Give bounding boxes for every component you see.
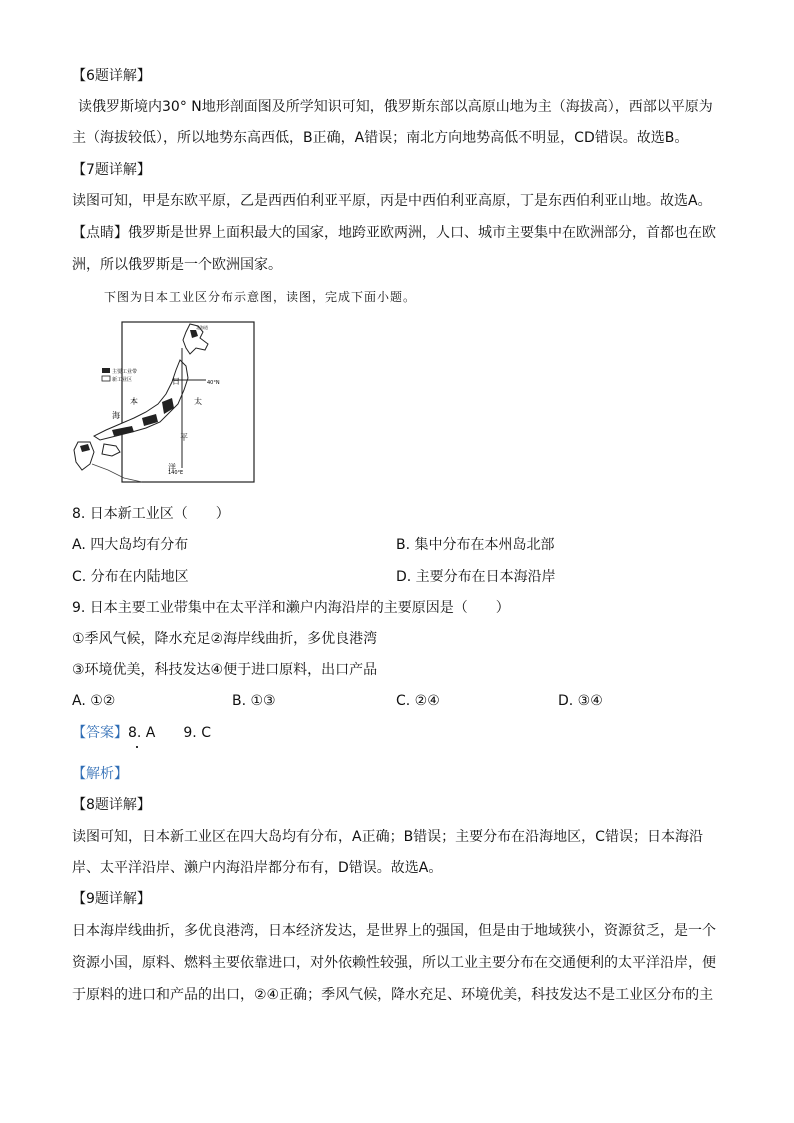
ocean-char-3: 洋: [168, 463, 176, 472]
q9-option-b: B. ①③: [232, 693, 276, 709]
legend-new-label: 新工业区: [112, 377, 133, 383]
sea-char-2: 本: [130, 397, 138, 406]
stray-dot: [136, 746, 138, 748]
sec6-line-2: 主（海拔较低），所以地势东高西低，B正确，A错误；南北方向地势高低不明显，CD错误。故选B。: [72, 130, 689, 146]
sec7-line-1: 读图可知，甲是东欧平原，乙是西西伯利亚平原，丙是中西伯利亚高原，丁是东西伯利亚山地。故选A。: [72, 193, 712, 209]
sec8-line-2: 岸、太平洋沿岸、濑户内海沿岸都分布有，D错误。故选A。: [72, 860, 443, 876]
q8-option-d: D. 主要分布在日本海沿岸: [396, 569, 556, 585]
sec6-line-1: 读俄罗斯境内30° N地形剖面图及所学知识可知，俄罗斯东部以高原山地为主（海拔高），西部以平原为: [78, 99, 713, 115]
ocean-char-2: 平: [180, 433, 188, 442]
shikoku-island: [102, 444, 120, 456]
sec6-heading: 【6题详解】: [72, 68, 151, 84]
sec8-heading: 【8题详解】: [72, 797, 151, 813]
ocean-char-1: 太: [194, 397, 202, 406]
coastline-south: [92, 464, 142, 482]
q8-option-c: C. 分布在内陆地区: [72, 569, 189, 585]
comment-line-2: 洲，所以俄罗斯是一个欧洲国家。: [72, 257, 282, 273]
q9-choices-1: ①季风气候，降水充足②海岸线曲折，多优良港湾: [72, 631, 378, 647]
comment-tag: 【点睛】: [72, 225, 128, 241]
sea-char-3: 海: [112, 411, 120, 420]
map-intro: 下图为日本工业区分布示意图，读图，完成下面小题。: [104, 290, 417, 304]
answer-line: [72, 723, 211, 743]
comment-line-1: 俄罗斯是世界上面积最大的国家，地跨亚欧两洲，人口、城市主要集中在欧洲部分，首都也在欧: [128, 225, 716, 241]
q8-stem: 8. 日本新工业区（ ）: [72, 506, 230, 522]
sec9-heading: 【9题详解】: [72, 891, 151, 907]
answer-text: 8. A 9. C: [128, 725, 211, 741]
japan-map-svg: [72, 318, 262, 490]
answer-tag: 【答案】: [72, 725, 128, 741]
q8-option-a: A. 四大岛均有分布: [72, 537, 189, 553]
sec7-heading: 【7题详解】: [72, 162, 151, 178]
sec9-line-3: 于原料的进口和产品的出口，②④正确；季风气候，降水充足、环境优美，科技发达不是工业区分布的主: [72, 987, 714, 1003]
q9-choices-2: ③环境优美，科技发达④便于进口原料，出口产品: [72, 662, 378, 678]
legend-new-swatch: [102, 376, 110, 381]
sec9-line-2: 资源小国，原料、燃料主要依靠进口，对外依赖性较强，所以工业主要分布在交通便利的太平洋沿岸，便: [72, 955, 716, 971]
q9-option-a: A. ①②: [72, 693, 116, 709]
sea-char-1: 日: [172, 377, 180, 386]
sec9-line-1: 日本海岸线曲折，多优良港湾，日本经济发达，是世界上的强国，但是由于地域狭小，资源贫乏，是一个: [72, 923, 716, 939]
lat-label: 40°N: [207, 380, 220, 386]
q9-option-d: D. ③④: [558, 693, 603, 709]
japan-industrial-map: [72, 318, 262, 490]
q8-option-b: B. 集中分布在本州岛北部: [396, 537, 555, 553]
legend-main-label: 主要工业带: [112, 369, 138, 375]
lon-label: 140°E: [168, 470, 184, 476]
q9-option-c: C. ②④: [396, 693, 440, 709]
legend-main-swatch: [102, 368, 110, 373]
analysis-heading: 【解析】: [72, 766, 128, 782]
q9-stem: 9. 日本主要工业带集中在太平洋和濑户内海沿岸的主要原因是（ ）: [72, 600, 510, 616]
comment-paragraph: [72, 223, 716, 243]
hokkaido-label: 北海道: [196, 325, 208, 330]
sec8-line-1: 读图可知，日本新工业区在四大岛均有分布，A正确；B错误；主要分布在沿海地区，C错误；日本海沿: [72, 829, 703, 845]
